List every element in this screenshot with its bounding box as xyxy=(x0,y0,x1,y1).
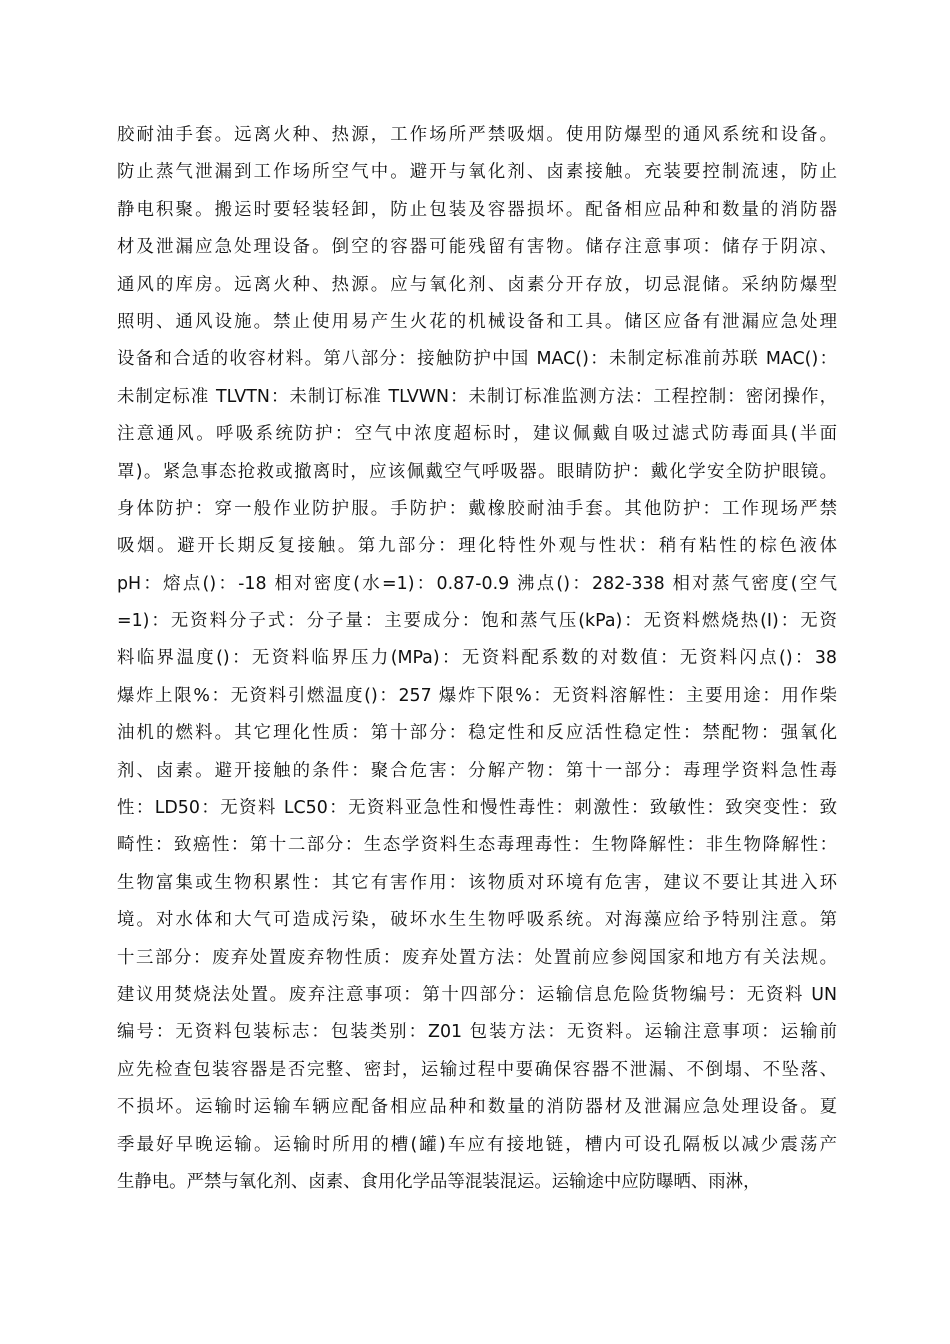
text-line: 静电积聚。搬运时要轻装轻卸，防止包装及容器损坏。配备相应品种和数量的消防器 xyxy=(117,199,837,220)
text-line: =1)：无资料分子式：分子量：主要成分：饱和蒸气压(kPa)：无资料燃烧热(I)：无资 xyxy=(117,611,837,632)
text-line: 爆炸上限%：无资料引燃温度()：257 爆炸下限%：无资料溶解性：主要用途：用作柴 xyxy=(117,685,837,706)
text-line: 生物富集或生物积累性：其它有害作用：该物质对环境有危害，建议不要让其进入环 xyxy=(117,872,837,893)
text-line: 注意通风。呼吸系统防护：空气中浓度超标时，建议佩戴自吸过滤式防毒面具(半面 xyxy=(117,424,837,445)
text-line: 材及泄漏应急处理设备。倒空的容器可能残留有害物。储存注意事项：储存于阴凉、 xyxy=(117,237,837,258)
text-line: 吸烟。避开长期反复接触。第九部分：理化特性外观与性状：稍有粘性的棕色液体 xyxy=(117,536,837,557)
text-line: 胶耐油手套。远离火种、热源，工作场所严禁吸烟。使用防爆型的通风系统和设备。 xyxy=(117,125,837,145)
text-line: pH：熔点()：-18 相对密度(水=1)：0.87-0.9 沸点()：282-338 相对蒸气密度(空气 xyxy=(117,573,837,594)
text-line: 建议用焚烧法处置。废弃注意事项：第十四部分：运输信息危险货物编号：无资料 UN xyxy=(117,984,837,1005)
text-line: 编号：无资料包装标志：包装类别：Z01 包装方法：无资料。运输注意事项：运输前 xyxy=(117,1022,837,1043)
text-line: 罩)。紧急事态抢救或撤离时，应该佩戴空气呼吸器。眼睛防护：戴化学安全防护眼镜。 xyxy=(117,461,837,482)
text-line: 防止蒸气泄漏到工作场所空气中。避开与氧化剂、卤素接触。充装要控制流速，防止 xyxy=(117,162,837,183)
text-line: 未制定标准 TLVTN：未制订标准 TLVWN：未制订标准监测方法：工程控制：密闭操作， xyxy=(117,386,837,407)
text-line: 境。对水体和大气可造成污染，破坏水生生物呼吸系统。对海藻应给予特别注意。第 xyxy=(117,910,837,931)
text-line: 畸性：致癌性：第十二部分：生态学资料生态毒理毒性：生物降解性：非生物降解性： xyxy=(117,835,837,856)
text-line: 十三部分：废弃处置废弃物性质：废弃处置方法：处置前应参阅国家和地方有关法规。 xyxy=(117,947,837,968)
body-text xyxy=(117,117,837,1201)
text-line: 性：LD50：无资料 LC50：无资料亚急性和慢性毒性：刺激性：致敏性：致突变性：致 xyxy=(117,798,837,819)
text-line: 照明、通风设施。禁止使用易产生火花的机械设备和工具。储区应备有泄漏应急处理 xyxy=(117,311,837,332)
text-line: 不损坏。运输时运输车辆应配备相应品种和数量的消防器材及泄漏应急处理设备。夏 xyxy=(117,1097,837,1118)
text-line: 季最好早晚运输。运输时所用的槽(罐)车应有接地链，槽内可设孔隔板以减少震荡产 xyxy=(117,1134,837,1155)
text-line: 应先检查包装容器是否完整、密封，运输过程中要确保容器不泄漏、不倒塌、不坠落、 xyxy=(117,1059,837,1080)
text-line: 身体防护：穿一般作业防护服。手防护：戴橡胶耐油手套。其他防护：工作现场严禁 xyxy=(117,498,837,519)
text-line: 油机的燃料。其它理化性质：第十部分：稳定性和反应活性稳定性：禁配物：强氧化 xyxy=(117,723,837,744)
text-line: 料临界温度()：无资料临界压力(MPa)：无资料配系数的对数值：无资料闪点()：38 xyxy=(117,648,837,669)
text-line: 剂、卤素。避开接触的条件：聚合危害：分解产物：第十一部分：毒理学资料急性毒 xyxy=(117,760,837,781)
text-line: 生静电。严禁与氧化剂、卤素、食用化学品等混装混运。运输途中应防曝晒、雨淋， xyxy=(117,1171,761,1192)
text-line: 设备和合适的收容材料。第八部分：接触防护中国 MAC()：未制定标准前苏联 MAC()： xyxy=(117,349,837,370)
text-line: 通风的库房。远离火种、热源。应与氧化剂、卤素分开存放，切忌混储。采纳防爆型 xyxy=(117,274,837,295)
